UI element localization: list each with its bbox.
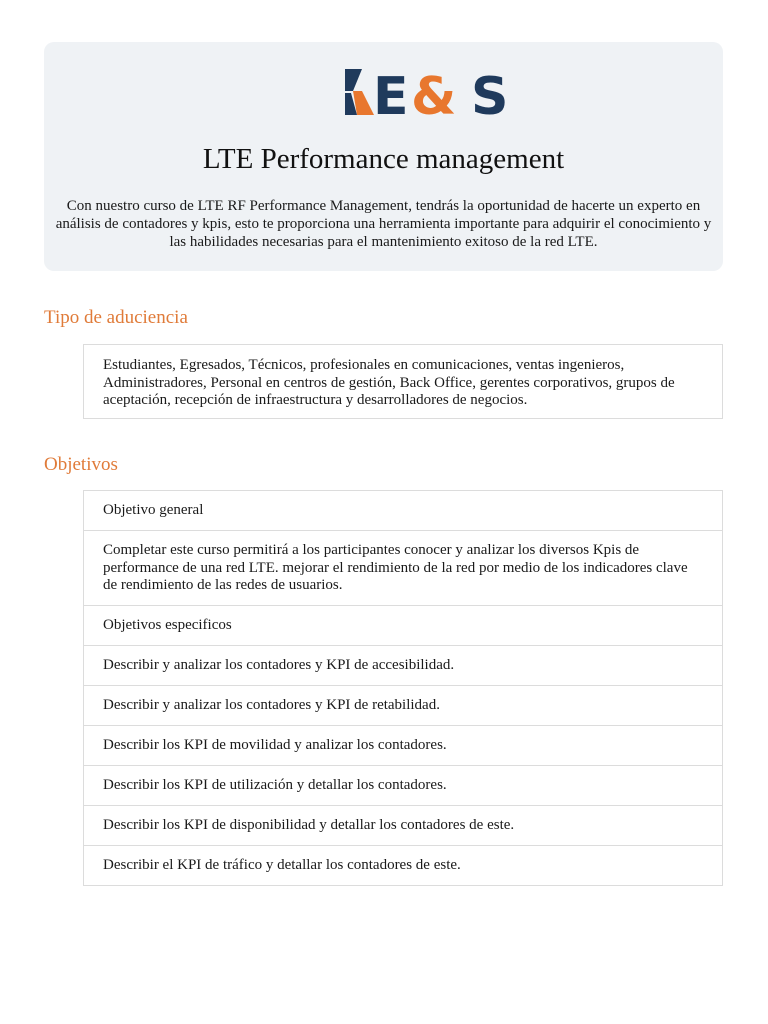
list-item-text: Describir los KPI de disponibilidad y detallar los contadores de este. — [103, 817, 515, 833]
logo-letter-s: S — [471, 67, 509, 117]
list-item-text: Objetivo general — [103, 502, 204, 518]
audience-box — [83, 344, 723, 419]
list-item-text: Describir y analizar los contadores y KPI de accesibilidad. — [103, 657, 455, 673]
objectives-heading: Objetivos — [44, 454, 118, 475]
list-item — [84, 646, 722, 686]
logo-ampersand: & — [411, 67, 457, 117]
logo-mark-top — [345, 69, 362, 91]
es-logo — [343, 67, 513, 117]
list-item-text: Describir y analizar los contadores y KPI de retabilidad. — [103, 697, 440, 713]
logo-mark-bottom — [353, 91, 374, 115]
audience-heading: Tipo de aduciencia — [44, 307, 188, 328]
objectives-list — [83, 490, 723, 886]
list-item — [84, 806, 722, 846]
objective-general-label — [84, 491, 722, 531]
list-item-text: Describir los KPI de movilidad y analizar los contadores. — [103, 737, 447, 753]
list-item — [84, 766, 722, 806]
intro-paragraph: Con nuestro curso de LTE RF Performance Management, tendrás la oportunidad de hacerte un experto en análisis de contadores y kpis, esto te proporciona una herramienta importante para adquirir el conocimiento y las habilidades necesarias para el mantenimiento exitoso de la red LTE. — [55, 198, 712, 250]
page-title: LTE Performance management — [202, 143, 565, 175]
audience-text: Estudiantes, Egresados, Técnicos, profesionales en comunicaciones, ventas ingenieros, Administradores, Personal en centros de gestión, Back Office, gerentes corporativos, grupos de aceptación, recepción de infraestructura y desarrolladores de negocios. — [103, 357, 675, 408]
list-item — [84, 846, 722, 886]
list-item — [84, 686, 722, 726]
list-item-text: Completar este curso permitirá a los participantes conocer y analizar los diversos Kpis de performance de una red LTE. mejorar el rendimiento de la red por medio de los indicadores clave de rendimiento de las redes de usuarios. — [103, 542, 688, 593]
objective-general-text — [84, 531, 722, 606]
objective-specific-label — [84, 606, 722, 646]
list-item — [84, 726, 722, 766]
list-item-text: Describir el KPI de tráfico y detallar los contadores de este. — [103, 857, 461, 873]
list-item-text: Objetivos especificos — [103, 617, 232, 633]
hero-card — [44, 42, 723, 271]
logo-letter-e: E — [373, 67, 409, 117]
list-item-text: Describir los KPI de utilización y detallar los contadores. — [103, 777, 447, 793]
